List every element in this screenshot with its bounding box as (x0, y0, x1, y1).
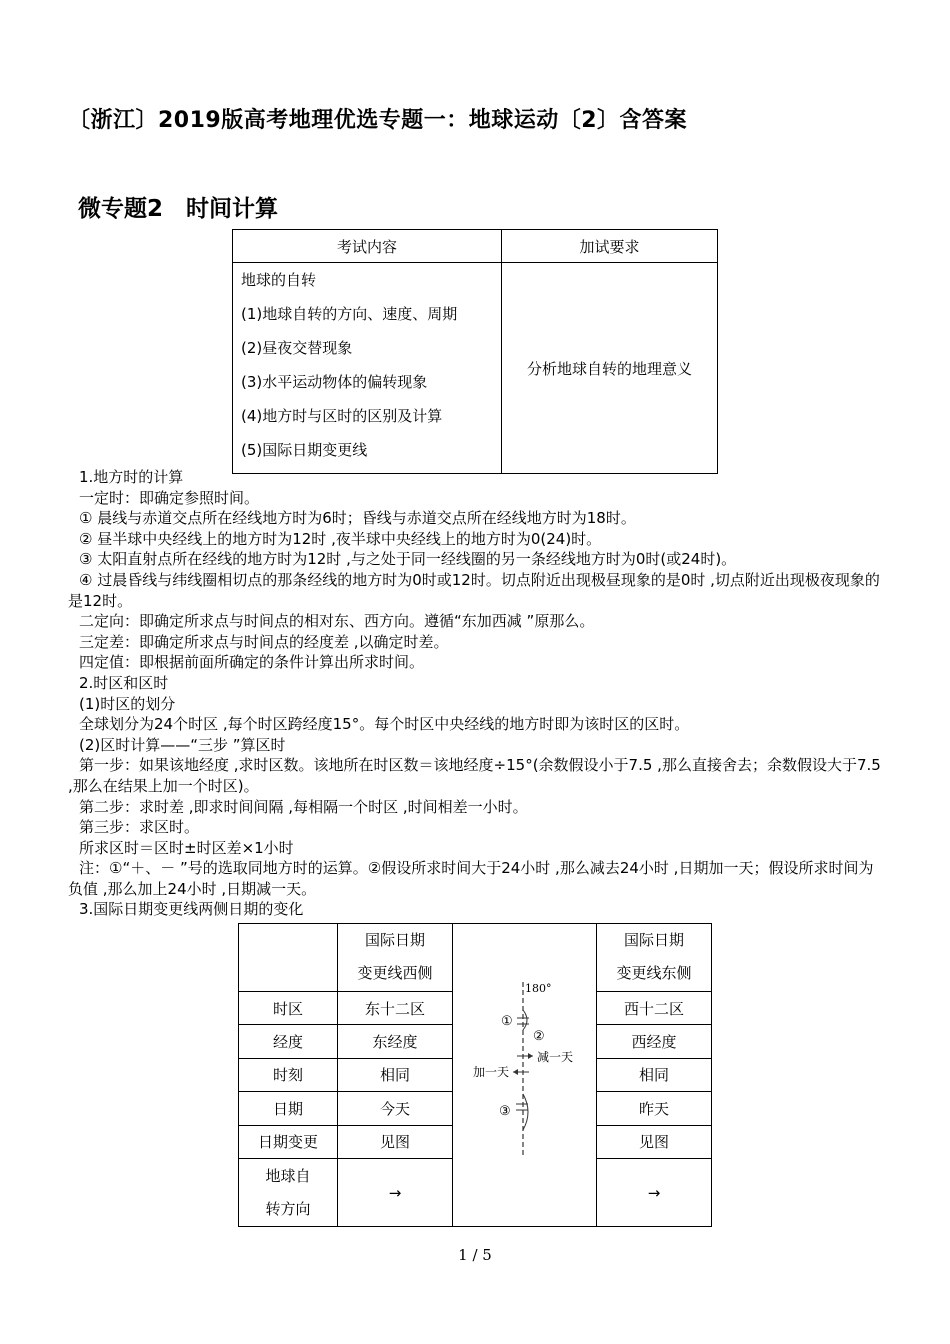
body-text (68, 467, 888, 920)
paragraph: 第三步：求区时。 (79, 818, 200, 837)
east-cell: 西十二区 (597, 991, 712, 1024)
date-line-diagram (453, 924, 596, 1222)
paragraph: 一定时：即确定参照时间。 (79, 488, 260, 507)
heading-date-line: 3.国际日期变更线两侧日期的变化 (79, 900, 304, 919)
west-cell: → (338, 1159, 453, 1227)
paragraph: 四定值：即根据前面所确定的条件计算出所求时间。 (79, 653, 425, 672)
paragraph: (1)时区的划分 (79, 694, 176, 713)
west-cell: 见图 (338, 1125, 453, 1158)
table-header-requirement: 加试要求 (502, 230, 718, 263)
arc-3 (523, 1094, 528, 1130)
paragraph: ③ 太阳直射点所在经线的地方时为12时 ,与之处于同一经线圈的另一条经线地方时为0时(或24时)。 (79, 550, 737, 569)
row-label: 日期变更 (239, 1125, 338, 1158)
content-list (233, 263, 502, 474)
paragraph: ④ 过晨昏线与纬线圈相切点的那条经线的地方时为0时或12时。切点附近出现极昼现象的是0时 ,切点附近出现极夜现象的是12时。 (68, 570, 880, 610)
paragraph: ② 昼半球中央经线上的地方时为12时 ,夜半球中央经线上的地方时为0(24)时。 (79, 529, 602, 548)
paragraph: 第二步：求时差 ,即求时间间隔 ,每相隔一个时区 ,时间相差一小时。 (79, 797, 528, 816)
list-item: (2)昼夜交替现象 (241, 339, 353, 357)
section-title: 微专题2 时间计算 (78, 196, 279, 222)
document-title: 〔浙江〕2019版高考地理优选专题一：地球运动〔2〕含答案 (68, 108, 688, 133)
east-cell: → (597, 1159, 712, 1227)
meridian-label: 180° (525, 982, 552, 995)
requirement-cell: 分析地球自转的地理意义 (502, 263, 718, 474)
row-label: 日期 (239, 1092, 338, 1125)
paragraph: ① 晨线与赤道交点所在经线地方时为6时；昏线与赤道交点所在经线地方时为18时。 (79, 509, 636, 528)
date-line-figure (453, 924, 597, 1227)
date-line-table (238, 923, 712, 1227)
plus-day-label: 加一天 (473, 1065, 510, 1079)
list-item: 地球的自转 (241, 271, 317, 289)
paragraph: 注：①“＋、－ ”号的选取同地方时的运算。②假设所求时间大于24小时 ,那么减去24小时 ,日期加一天；假设所求时间为负值 ,那么加上24小时 ,日期减一天。 (68, 859, 874, 898)
exam-requirements-table (232, 229, 718, 474)
row-label: 时区 (239, 991, 338, 1024)
east-cell: 昨天 (597, 1092, 712, 1125)
west-cell: 东十二区 (338, 991, 453, 1024)
heading-local-time: 1.地方时的计算 (79, 468, 184, 486)
east-cell: 西经度 (597, 1025, 712, 1058)
paragraph: 第一步：如果该地经度 ,求时区数。该地所在时区数＝该地经度÷15°(余数假设小于7.5 ,那么直接舍去；余数假设大于7.5 ,那么在结果上加一个时区)。 (68, 756, 881, 795)
arrows-3 (516, 1104, 528, 1110)
west-cell: 相同 (338, 1058, 453, 1091)
paragraph: 所求区时＝区时±时区差×1小时 (79, 838, 294, 857)
row-label: 时刻 (239, 1058, 338, 1091)
circle-2: ② (533, 1029, 545, 1044)
row-label: 地球自 转方向 (239, 1159, 338, 1227)
west-cell: 东经度 (338, 1025, 453, 1058)
west-header: 国际日期 变更线西侧 (338, 924, 453, 992)
circle-3: ③ (499, 1104, 511, 1119)
paragraph: 全球划分为24个时区 ,每个时区跨经度15°。每个时区中央经线的地方时即为该时区的区时。 (79, 715, 690, 734)
paragraph: 二定向：即确定所求点与时间点的相对东、西方向。遵循“东加西减 ”原那么。 (79, 612, 595, 631)
row-label: 经度 (239, 1025, 338, 1058)
heading-time-zones: 2.时区和区时 (79, 673, 169, 692)
east-cell: 见图 (597, 1125, 712, 1158)
east-cell: 相同 (597, 1058, 712, 1091)
list-item: (1)地球自转的方向、速度、周期 (241, 305, 458, 323)
paragraph: 三定差：即确定所求点与时间点的经度差 ,以确定时差。 (79, 632, 449, 651)
table-header-content: 考试内容 (233, 230, 502, 263)
west-cell: 今天 (338, 1092, 453, 1125)
list-item: (4)地方时与区时的区别及计算 (241, 407, 443, 425)
paragraph: (2)区时计算——“三步 ”算区时 (79, 735, 286, 754)
east-header: 国际日期 变更线东侧 (597, 924, 712, 992)
page-number: 1 / 5 (458, 1246, 492, 1264)
list-item: (3)水平运动物体的偏转现象 (241, 373, 428, 391)
list-item: (5)国际日期变更线 (241, 441, 368, 459)
minus-day-label: 减一天 (537, 1050, 574, 1064)
circle-1: ① (501, 1014, 513, 1029)
empty-header-cell (239, 924, 338, 992)
